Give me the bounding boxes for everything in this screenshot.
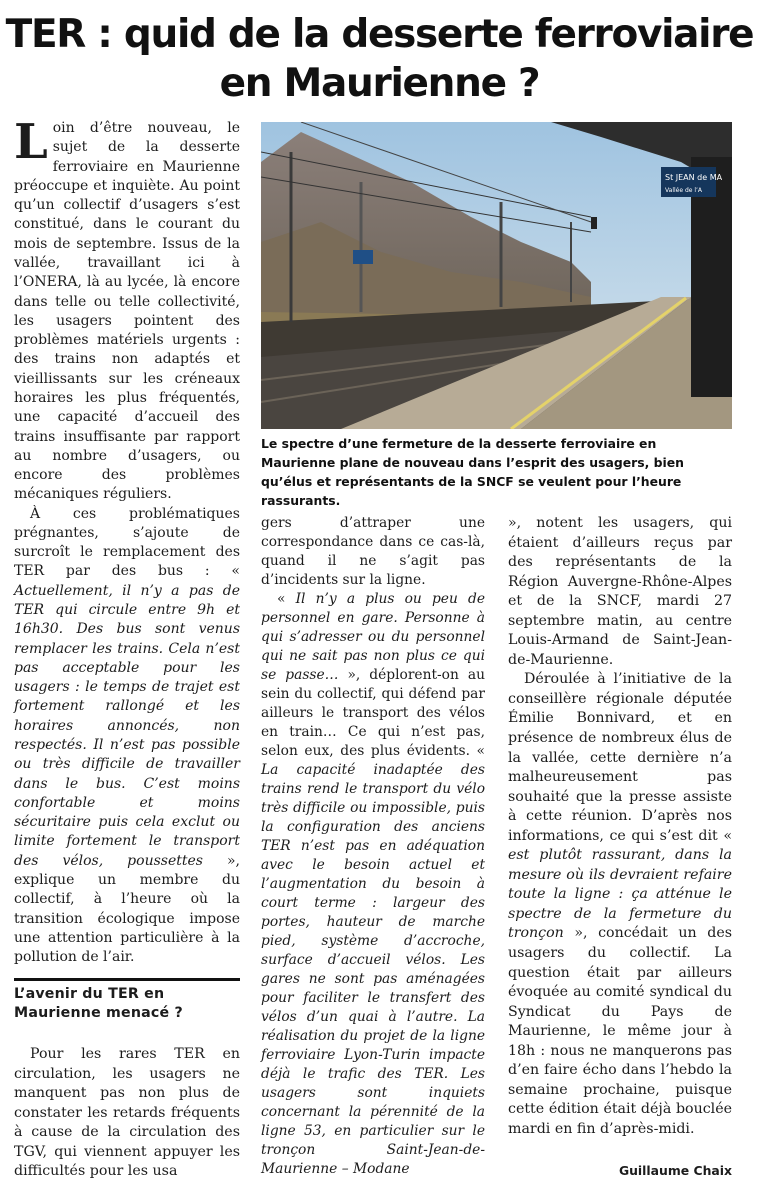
title-line-1: TER : quid de la desserte ferroviaire [5,12,754,57]
section-subheading: L’avenir du TER en Maurienne menacé ? [14,978,240,1023]
title-line-2: en Maurienne ? [219,61,540,106]
article-column-2 [261,514,485,1179]
article-column-3 [508,514,732,1140]
paragraph-4-continued: », notent les usagers, qui étaient d’ailleurs reçus par des représentants de la Région Auvergne-Rhône-Alpes et de la SNCF, mardi 27 septembre matin, au centre Louis-Armand de Saint-Jean-de-Maurienne. [508,515,732,668]
paragraph-5: Déroulée à l’initiative de la conseillère régionale députée Émilie Bonnivard, et en présence de nombreux élus de la vallée, cette dernière n’a malheureusement pas souhaité que la presse assiste à cette réunion. D’après nos informations, ce qui s’est dit « est plutôt rassurant, dans la mesure où ils devraient refaire toute la ligne : ça atténue le spectre de la fermeture du tronçon », concédait un des usagers du collectif. La question était par ailleurs évoquée au comité syndical du Syndicat du Pays de Maurienne, le même jour à 18h : nous ne manquerons pas d’en faire écho dans l’hebdo la semaine prochaine, puisque cette édition était déjà bouclée mardi en fin d’après-midi. [508,671,732,1137]
author-byline: Guillaume Chaix [618,1163,732,1178]
drop-cap: L [14,114,48,170]
station-sign-text-1: St JEAN de MA [665,173,723,182]
railway-platform-image [261,122,732,429]
photo-caption: Le spectre d’une fermeture de la desserte ferroviaire en Maurienne plane de nouveau dans l’esprit des usagers, bien qu’élus et représentants de la SNCF se veulent pour l’heure rassurants. [261,436,684,508]
article-column-1 [14,114,240,967]
paragraph-4: « Il n’y a plus ou peu de personnel en gare. Personne à qui s’adresser ou du personnel qui ne sait pas non plus ce qui se passe… », déplorent-on au sein du collectif, qui défend par ailleurs le transport des vélos en train… Ce qui n’est pas, selon eux, des plus évidents. « La capacité inadaptée des trains rend le transport du vélo très difficile ou impossible, puis la configuration des anciens TER n’est pas en adéquation avec le besoin actuel et l’augmentation du besoin à court terme : largeur des portes, hauteur de marche pied, système d’accroche, surface d’accueil vélos. Les gares ne sont pas aménagées pour faciliter le transfert des vélos d’un quai à l’autre. La réalisation du projet de la ligne ferroviaire Lyon-Turin impacte déjà le trafic des TER. Les usagers sont inquiets concernant la pérennité de la ligne 53, en particulier sur le tronçon Saint-Jean-de-Maurienne – Modane [261,591,485,1177]
station-sign-text-2: Vallée de l’A [665,187,703,194]
article-title [0,10,759,108]
paragraph-2: À ces problématiques prégnantes, s’ajoute de surcroît le remplacement des TER par des bus : « Actuellement, il n’y a pas de TER qui circule entre 9h et 16h30. Des bus sont venus remplacer les trains. Cela n’est pas acceptable pour les usagers : le temps de trajet est fortement rallongé et les horaires annoncés, non respectés. Il n’est pas possible ou très difficile de travailler dans le bus. C’est moins confortable et moins sécuritaire puis cela exclut ou limite fortement le transport des vélos, poussettes », explique un membre du collectif, à l’heure où la transition écologique impose une attention particulière à la pollution de l’air. [14,505,240,966]
paragraph-3: Pour les rares TER en circulation, les usagers ne manquent pas non plus de constater les retards fréquents à cause de la circulation des TGV, qui viennent appuyer les difficultés pour les usa [14,1046,240,1180]
paragraph-3-continued: gers d’attraper une correspondance dans ce cas-là, quand il ne s’agit pas d’incidents sur la ligne. [261,515,485,588]
station-photo [261,122,732,429]
article-column-1-lower [14,1045,240,1182]
paragraph-1: Loin d’être nouveau, le sujet de la desserte ferroviaire en Maurienne préoccupe et inquiète. Au point qu’un collectif d’usagers s’est constitué, dans le courant du mois de septembre. Issus de la vallée, travaillant ici à l’ONERA, là au lycée, là encore dans telle ou telle collectivité, les usagers pointent des problèmes matériels urgents : des trains non adaptés et vieillissants sur les créneaux horaires les plus fréquentés, une capacité d’accueil des trains insuffisante par rapport au nombre d’usagers, ou encore des problèmes mécaniques réguliers. [14,114,240,503]
